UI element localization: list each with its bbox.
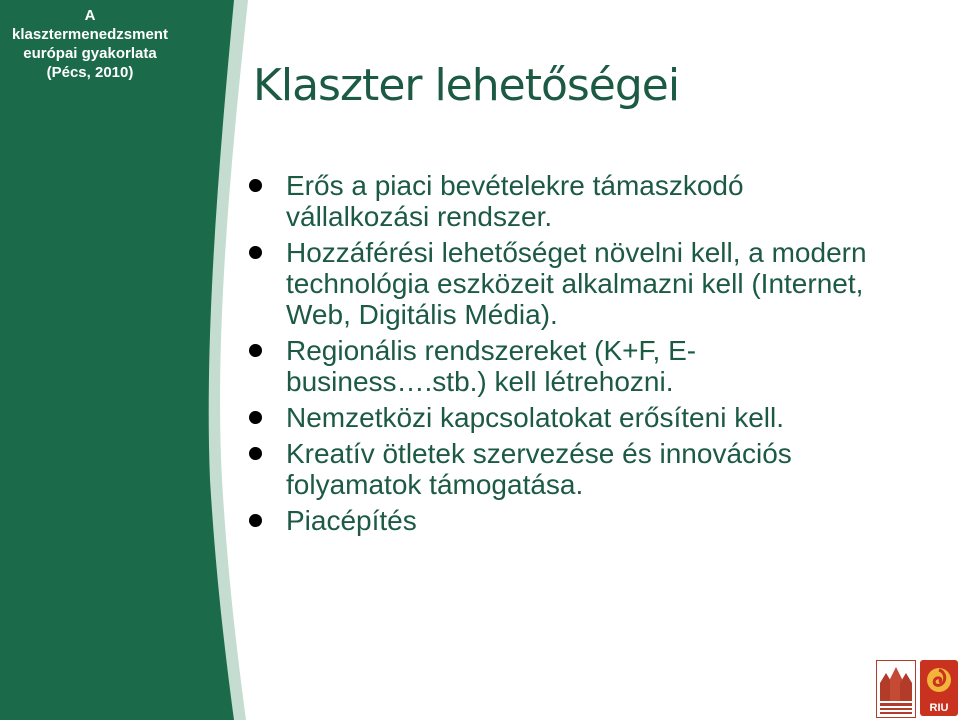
sidebar-caption-line: (Pécs, 2010) (46, 64, 134, 81)
bullet-text: Erős a piaci bevételekre támaszkodó vállalkozási rendszer. (286, 170, 744, 232)
bullet-text: Hozzáférési lehetőséget növelni kell, a modern technológia eszközeit alkalmazni kell (Internet, Web, Digitális Média). (286, 237, 867, 330)
bullet-item (248, 438, 888, 500)
bullet-item (248, 335, 888, 397)
bullet-dot-icon (249, 514, 262, 527)
bullet-dot-icon (249, 344, 262, 357)
chamber-emblem-icon (877, 661, 915, 717)
bullet-text: Regionális rendszereket (K+F, E-business….stb.) kell létrehozni. (286, 335, 697, 397)
bullet-text: Nemzetközi kapcsolatokat erősíteni kell. (286, 402, 784, 433)
bullet-list (248, 170, 888, 541)
pecs-baranyai-kamara-logo (876, 660, 916, 718)
bullet-item (248, 402, 888, 433)
sidebar-caption-line: A (84, 7, 96, 24)
bullet-text: Kreatív ötletek szervezése és innovációs folyamatok támogatása. (286, 438, 792, 500)
bullet-dot-icon (249, 447, 262, 460)
riu-logo (920, 660, 958, 716)
sidebar-caption-line: klasztermenedzsment (12, 26, 168, 43)
riu-logo-text: RIU (929, 702, 949, 714)
sidebar-caption (0, 6, 180, 82)
bullet-dot-icon (249, 246, 262, 259)
bullet-item (248, 170, 888, 232)
bullet-item (248, 505, 888, 536)
sidebar-panel (0, 0, 234, 720)
bullet-dot-icon (249, 411, 262, 424)
slide-title: Klaszter lehetőségei (253, 60, 680, 111)
sidebar-caption-line: európai gyakorlata (23, 45, 157, 62)
bullet-item (248, 237, 888, 330)
bullet-text: Piacépítés (286, 505, 417, 536)
bullet-dot-icon (249, 179, 262, 192)
